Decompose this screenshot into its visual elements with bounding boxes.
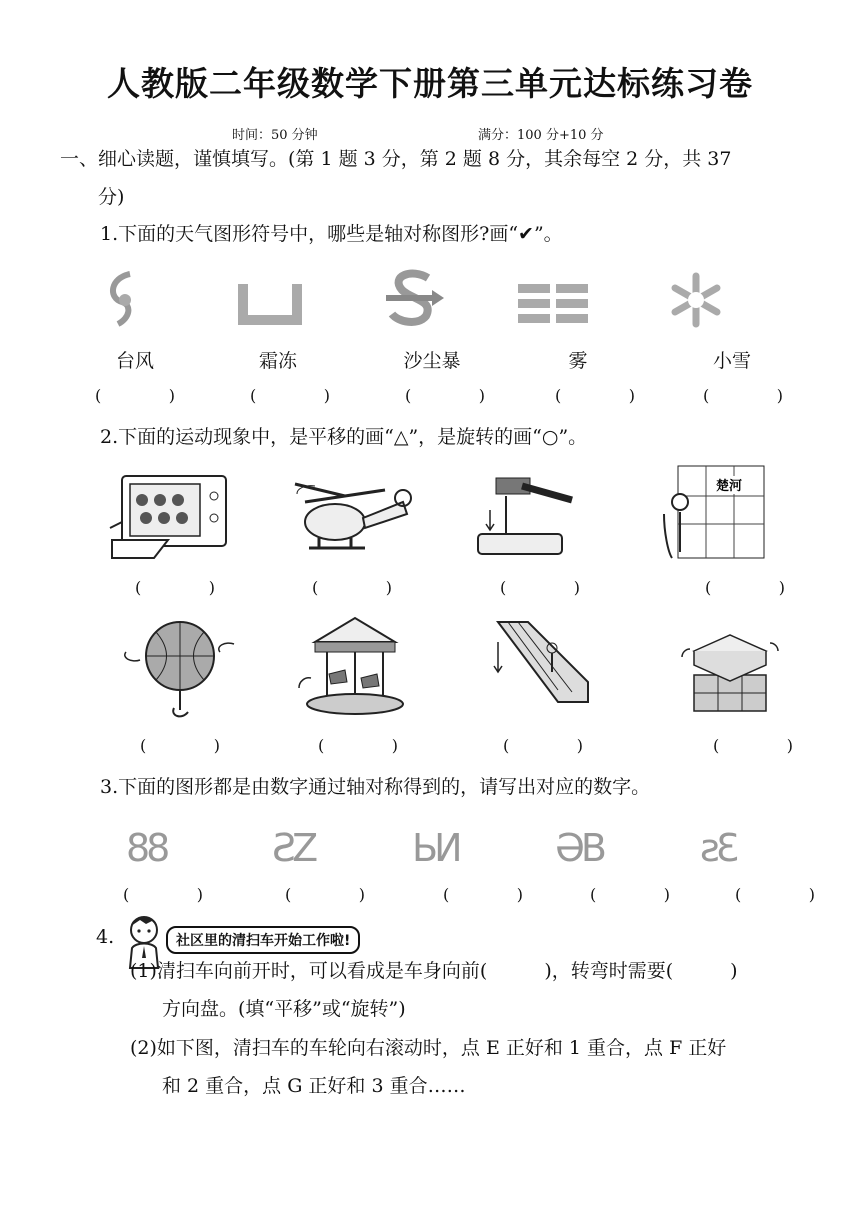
answer-blank[interactable]: ( ) [703, 386, 783, 405]
question-4-part-1: (1)清扫车向前开时，可以看成是车身向前( )，转弯时需要( ) [130, 960, 738, 982]
question-4-part-2: (2)如下图，清扫车的车轮向右滚动时，点 E 正好和 1 重合，点 F 正好 [130, 1037, 727, 1059]
answer-blank[interactable]: ( ) [735, 885, 815, 904]
hammer-nail-icon [470, 470, 580, 562]
mirror-figure: ЬИ [412, 826, 459, 870]
answer-blank[interactable]: ( ) [135, 578, 215, 597]
question-4-part-2-cont: 和 2 重合，点 G 正好和 3 重合…… [162, 1075, 466, 1097]
answer-blank[interactable]: ( ) [285, 885, 365, 904]
answer-blank[interactable]: ( ) [250, 386, 330, 405]
mirror-figure: ƨƐ [700, 826, 736, 870]
svg-text:楚河: 楚河 [716, 479, 743, 494]
snow-icon [668, 272, 724, 328]
helicopter-icon [285, 472, 415, 560]
full-score: 满分：100 分+10 分 [478, 128, 604, 143]
speech-bubble: 社区里的清扫车开始工作啦! [166, 926, 360, 954]
sandstorm-icon [382, 268, 448, 328]
section-heading-cont: 分) [98, 186, 125, 208]
frost-icon [237, 282, 303, 326]
answer-blank[interactable]: ( ) [503, 736, 583, 755]
typhoon-icon [100, 268, 150, 328]
label-frost: 霜冻 [258, 350, 297, 372]
carousel-icon [295, 612, 415, 722]
rubiks-cube-icon [680, 625, 780, 715]
answer-blank[interactable]: ( ) [123, 885, 203, 904]
section-heading: 一、细心读题，谨慎填写。(第 1 题 3 分，第 2 题 8 分，其余每空 2 分，共 37 [60, 148, 732, 170]
oven-drawer-icon [108, 470, 230, 562]
answer-blank[interactable]: ( ) [713, 736, 793, 755]
question-2: 2.下面的运动现象中，是平移的画“△”，是旋转的画“○”。 [100, 426, 588, 448]
answer-blank[interactable]: ( ) [318, 736, 398, 755]
mirror-figure: ƏB [555, 826, 603, 870]
answer-blank[interactable]: ( ) [405, 386, 485, 405]
label-sandstorm: 沙尘暴 [403, 350, 461, 372]
question-4-number: 4. [96, 926, 115, 948]
question-3: 3.下面的图形都是由数字通过轴对称得到的，请写出对应的数字。 [100, 776, 651, 798]
answer-blank[interactable]: ( ) [140, 736, 220, 755]
page-title: 人教版二年级数学下册第三单元达标练习卷 [107, 64, 753, 103]
question-4-part-1-cont: 方向盘。(填“平移”或“旋转”) [162, 998, 406, 1020]
answer-blank[interactable]: ( ) [555, 386, 635, 405]
mirror-figure: ƧZ [272, 826, 315, 870]
answer-blank[interactable]: ( ) [590, 885, 670, 904]
mirror-figure: 88 [126, 826, 167, 870]
answer-blank[interactable]: ( ) [705, 578, 785, 597]
spinning-basketball-icon [118, 612, 238, 722]
answer-blank[interactable]: ( ) [500, 578, 580, 597]
chess-move-icon [658, 462, 768, 562]
fog-icon [518, 284, 590, 324]
question-1: 1.下面的天气图形符号中，哪些是轴对称图形?画“✔”。 [100, 223, 563, 245]
label-fog: 雾 [568, 350, 588, 372]
answer-blank[interactable]: ( ) [443, 885, 523, 904]
time-limit: 时间：50 分钟 [232, 128, 318, 143]
label-typhoon: 台风 [115, 350, 154, 372]
label-snow: 小雪 [712, 350, 751, 372]
answer-blank[interactable]: ( ) [95, 386, 175, 405]
answer-blank[interactable]: ( ) [312, 578, 392, 597]
escalator-icon [488, 612, 598, 722]
